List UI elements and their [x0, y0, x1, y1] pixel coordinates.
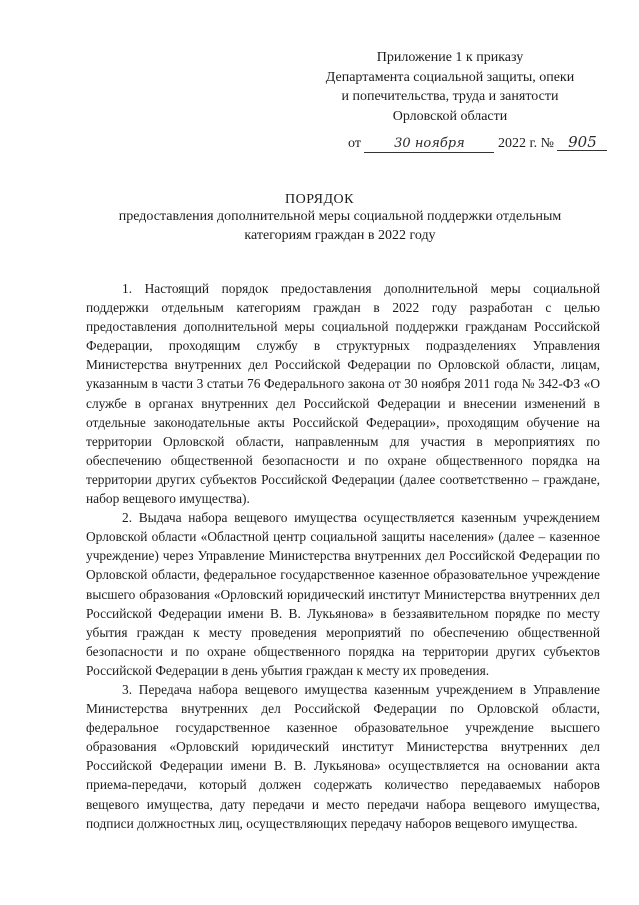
appendix-line-1: Приложение 1 к приказу	[376, 50, 524, 65]
paragraph-1: 1. Настоящий порядок предоставления дополнительной меры социальной поддержки отдельным категориям граждан в 2022 году разработан с целью предоставления дополнительной меры социальной поддержки гражданам Российской Федерации, проходящим службу в структурных подразделениях Управления Министерства внутренних дел Российской Федерации по Орловской области, лицам, указанным в части 3 статьи 76 Федерального закона от 30 ноября 2011 года № 342-ФЗ «О службе в органах внутренних дел Российской Федерации и внесении изменений в отдельные законодательные акты Российской Федерации», проходящим обучение на территории Орловской области, направленным для участия в мероприятиях по обеспечению общественной безопасности и по охране общественного порядка на территории других субъектов Российской Федерации (далее соответственно – граждане, набор вещевого имущества).	[86, 281, 600, 507]
order-year-text: 2022 г. №	[497, 136, 554, 151]
document-subtitle: предоставления дополнительной меры социальной поддержки отдельным категориям граждан в 2022 году	[118, 209, 562, 243]
order-date-number	[348, 134, 607, 153]
handwritten-order-date: 30 ноября	[364, 136, 494, 153]
handwritten-order-number: 905	[557, 134, 607, 151]
appendix-line-4: Орловской области	[392, 108, 508, 124]
appendix-line-2: Департамента социальной защиты, опеки	[325, 69, 575, 85]
order-prefix: от	[348, 136, 361, 151]
document-title: ПОРЯДОК	[285, 192, 354, 207]
document-body	[86, 279, 600, 833]
paragraph-3: 3. Передача набора вещевого имущества казенным учреждением в Управление Министерства внутренних дел Российской Федерации по Орловской области, федеральное государственное казенное образовательное учреждение высшего образования «Орловский юридический институт Министерства внутренних дел Российской Федерации имени В. В. Лукьянова» осуществляется на основании акта приема-передачи, который должен содержать количество передаваемых наборов вещевого имущества, дату передачи и место передачи набора вещевого имущества, подписи должностных лиц, осуществляющих передачу наборов вещевого имущества.	[86, 681, 600, 831]
appendix-line-3: и попечительства, труда и занятости	[341, 89, 559, 104]
appendix-header	[300, 48, 600, 126]
paragraph-2: 2. Выдача набора вещевого имущества осуществляется казенным учреждением Орловской области «Областной центр социальной защиты населения» (далее – казенное учреждение) через Управление Министерства внутренних дел Российской Федерации по Орловской области, федеральное государственное казенное образовательное учреждение высшего образования «Орловский юридический институт Министерства внутренних дел Российской Федерации имени В. В. Лукьянова» в беззаявительном порядке по месту убытия граждан к месту проведения мероприятий по обеспечению общественной безопасности и по охране общественного порядка на территории других субъектов Российской Федерации в день убытия граждан к месту их проведения.	[86, 510, 600, 678]
